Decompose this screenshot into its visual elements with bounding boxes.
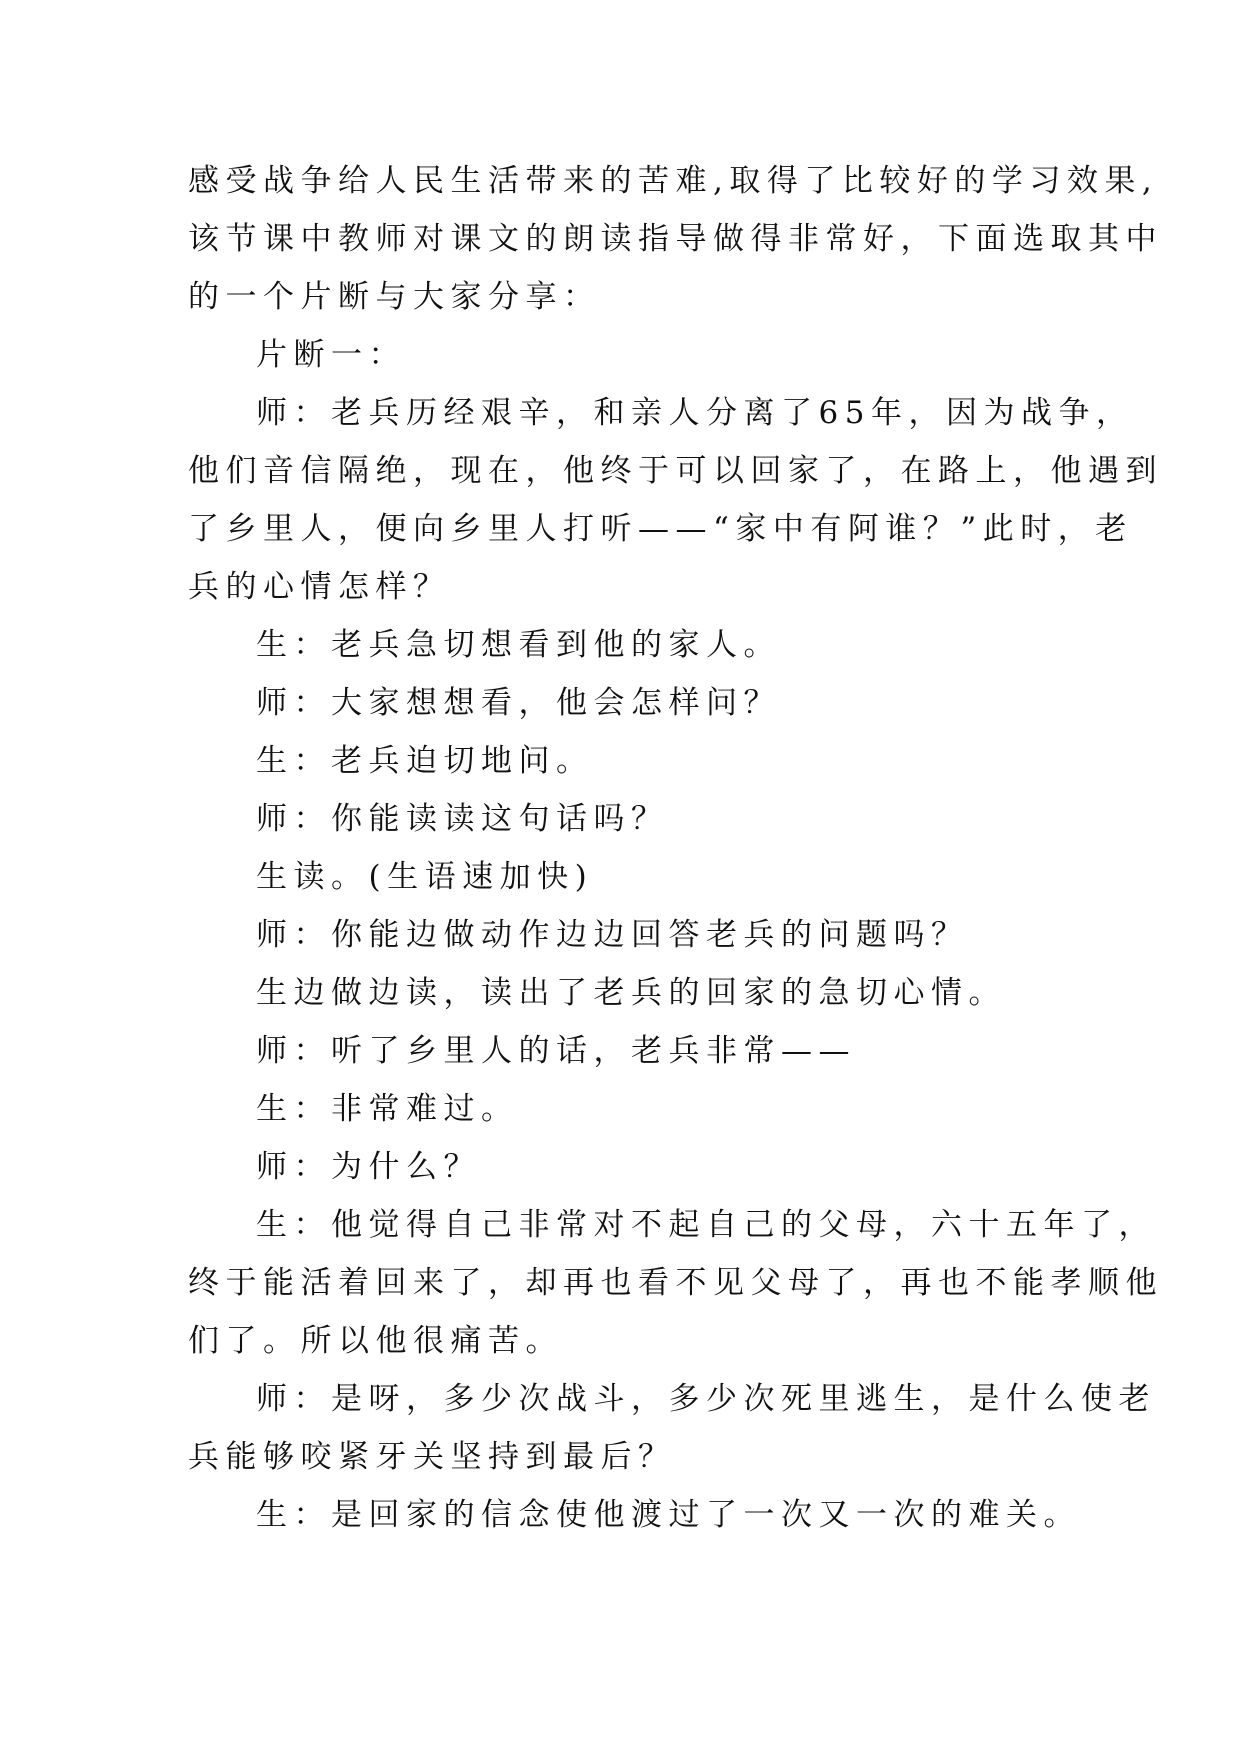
text-line: 兵能够咬紧牙关坚持到最后？ (188, 1439, 676, 1475)
text-line: 终于能活着回来了，却再也看不见父母了，再也不能孝顺他 (188, 1265, 1163, 1301)
text-line: 该节课中教师对课文的朗读指导做得非常好，下面选取其中 (188, 221, 1163, 257)
text-line: 生：老兵急切想看到他的家人。 (256, 627, 781, 663)
text-line: 们了。所以他很痛苦。 (188, 1323, 563, 1359)
text-line: 生：他觉得自己非常对不起自己的父母，六十五年了， (256, 1207, 1156, 1243)
text-line: 师：听了乡里人的话，老兵非常—— (256, 1033, 856, 1069)
text-line: 师：老兵历经艰辛，和亲人分离了65年，因为战争， (256, 395, 1134, 431)
text-line: 师：你能边做动作边边回答老兵的问题吗？ (256, 917, 969, 953)
document-body (188, 152, 1163, 1544)
text-line: 生：非常难过。 (256, 1091, 519, 1127)
text-line: 生：老兵迫切地问。 (256, 743, 594, 779)
text-line: 片断一： (256, 337, 406, 373)
text-line: 的一个片断与大家分享： (188, 279, 601, 315)
text-line: 兵的心情怎样？ (188, 569, 451, 605)
text-line: 师：大家想想看，他会怎样问？ (256, 685, 781, 721)
text-line: 生读。(生语速加快) (256, 859, 594, 895)
text-line: 师：为什么？ (256, 1149, 481, 1185)
text-line: 生：是回家的信念使他渡过了一次又一次的难关。 (256, 1497, 1081, 1533)
text-line: 师：是呀，多少次战斗，多少次死里逃生，是什么使老 (256, 1381, 1156, 1417)
text-line: 生边做边读，读出了老兵的回家的急切心情。 (256, 975, 1006, 1011)
text-line: 师：你能读读这句话吗？ (256, 801, 669, 837)
text-line: 他们音信隔绝，现在，他终于可以回家了，在路上，他遇到 (188, 453, 1163, 489)
text-line: 了乡里人，便向乡里人打听——“家中有阿谁？”此时，老 (188, 511, 1133, 547)
text-line: 感受战争给人民生活带来的苦难,取得了比较好的学习效果, (188, 163, 1159, 199)
